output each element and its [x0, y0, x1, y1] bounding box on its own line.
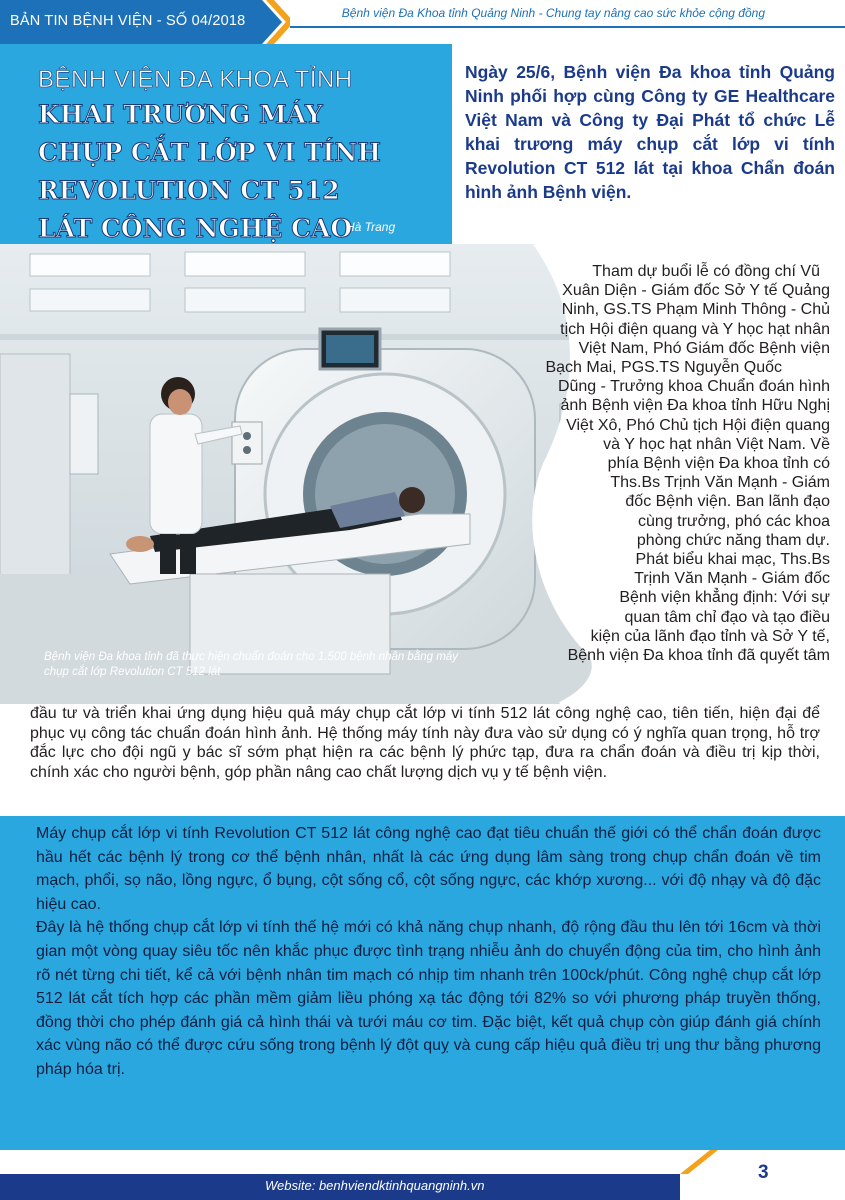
paragraph-1-line: Xuân Diện - Giám đốc Sở Y tế Quảng: [562, 282, 830, 300]
paragraph-1-continued: đầu tư và triển khai ứng dụng hiệu quả máy chụp cắt lớp vi tính 512 lát công nghệ cao, tiên tiến, hiện đại để phục vụ công tác chuẩn đoán hình ảnh. Hệ thống máy tính này đưa vào sử dụng có ý nghĩa quan trọng, hỗ trợ đắc lực cho đội ngũ y bác sĩ sớm phạt hiện ra các bệnh lý phức tạp, đưa ra chẩn đoán và điều trị kịp thời, chính xác cho người bệnh, góp phần nâng cao chất lượng dịch vụ y tế bệnh viện.: [30, 705, 820, 781]
paragraph-1-line: Bạch Mai, PGS.TS Nguyễn Quốc: [545, 359, 782, 377]
paragraph-1-line: và Y học hạt nhân Việt Nam. Về: [603, 435, 830, 453]
paragraph-1-line: quan tâm chỉ đạo và tạo điều: [624, 608, 830, 626]
paragraph-2: Máy chụp cắt lớp vi tính Revolution CT 512 lát công nghệ cao đạt tiêu chuẩn thế giới có thể chẩn đoán được hầu hết các bệnh lý trong cơ thể bệnh nhân, nhất là các ứng dụng lâm sàng trong chụp chẩn đoán về tim mạch, phổi, sọ não, lồng ngực, ổ bụng, cột sống cổ, cột sống ngực, các khớp xương... với độ nhạy và độ đặc hiệu cao.: [36, 825, 821, 913]
highlight-text: [36, 822, 821, 1082]
paragraph-1-line: kiện của lãnh đạo tỉnh và Sở Y tế,: [590, 627, 830, 645]
header-section-label: BẢN TIN BỆNH VIỆN - SỐ 04/2018: [10, 13, 246, 29]
header-section: [0, 0, 270, 44]
paragraph-1-line: Bệnh viện Đa khoa tỉnh đã quyết tâm: [567, 647, 830, 665]
paragraph-1-line: phía Bệnh viện Đa khoa tỉnh có: [607, 455, 830, 473]
header-rule: [290, 26, 845, 28]
paragraph-1-line: Phát biểu khai mạc, Ths.Bs: [635, 551, 830, 569]
paragraph-1-line: Việt Nam, Phó Giám đốc Bệnh viện: [578, 339, 830, 357]
paragraph-1-line: Bệnh viện khẳng định: Với sự: [619, 589, 830, 607]
paragraph-1-line: Dũng - Trưởng khoa Chuẩn đoán hình: [557, 378, 830, 396]
paragraph-3: Đây là hệ thống chụp cắt lớp vi tính thế hệ mới có khả năng chụp nhanh, độ rộng đầu thu lên tới 16cm và thời gian một vòng quay siêu tốc nên khắc phục được tình trạng nhiễu ảnh do chuyển động của tim, cho hình ảnh rõ nét từng chi tiết, kể cả với bệnh nhân tim mạch có nhịp tim nhanh trên 100ck/phút. Công nghệ chụp cắt lớp 512 lát cắt tích hợp các phần mềm giảm liều phóng xạ tác động tới 82% so với phương pháp truyền thống, đồng thời cho phép đánh giá cả hình thái và tưới máu cơ tim. Đặc biệt, kết quả chụp còn giúp đánh giá chính xác vùng não có thể được cứu sống trong bệnh lý đột quỵ và cung cấp hiệu quả điều trị ung thư bằng phương pháp hóa trị.: [36, 919, 821, 1078]
paragraph-1-wrap: [505, 262, 830, 665]
paragraph-1-line: ảnh Bệnh viện Đa khoa tỉnh Hữu Nghị: [560, 397, 830, 415]
paragraph-1-line: cùng trưởng, phó các khoa: [638, 512, 830, 530]
article-title-line2: KHAI TRƯƠNG MÁY CHỤP CẮT LỚP VI TÍNH REVOLUTION CT 512 LÁT CÔNG NGHỆ CAO: [38, 100, 381, 243]
paragraph-1-line: phòng chức năng tham dự.: [636, 531, 830, 549]
article-author: Hà Trang: [346, 220, 396, 234]
page-number: 3: [758, 1162, 769, 1183]
footer-website: Website: benhviendktinhquangninh.vn: [265, 1178, 485, 1193]
header-slogan: Bệnh viện Đa Khoa tỉnh Quảng Ninh - Chung tay nâng cao sức khỏe cộng đồng: [341, 6, 765, 20]
photo-caption: Bệnh viện Đa khoa tỉnh đã thực hiện chuẩn đoán cho 1.500 bệnh nhân bằng máy chụp cắt lớp Revolution CT 512 lát: [44, 651, 458, 678]
paragraph-1-line: Ths.Bs Trịnh Văn Mạnh - Giám: [610, 474, 830, 492]
paragraph-1-line: Tham dự buổi lễ có đồng chí Vũ: [592, 263, 820, 280]
paragraph-1-line: đốc Bệnh viện. Ban lãnh đạo: [625, 493, 830, 511]
article-lead: Ngày 25/6, Bệnh viện Đa khoa tỉnh Quảng Ninh phối hợp cùng Công ty GE Healthcare Việt Nam và Công ty Đại Phát tổ chức Lễ khai trương máy chụp cắt lớp vi tính Revolution CT 512 lát tại khoa Chẩn đoán hình ảnh Bệnh viện.: [465, 62, 835, 202]
article-title-line1: BỆNH VIỆN ĐA KHOA TỈNH: [38, 66, 353, 93]
paragraph-1-line: tịch Hội điện quang và Y học hạt nhân: [560, 320, 830, 338]
paragraph-1-line: Trịnh Văn Mạnh - Giám đốc: [634, 570, 830, 588]
paragraph-1-line: Ninh, GS.TS Phạm Minh Thông - Chủ: [561, 301, 830, 319]
paragraph-1-line: Việt Xô, Phó Chủ tịch Hội điện quang: [566, 416, 830, 434]
